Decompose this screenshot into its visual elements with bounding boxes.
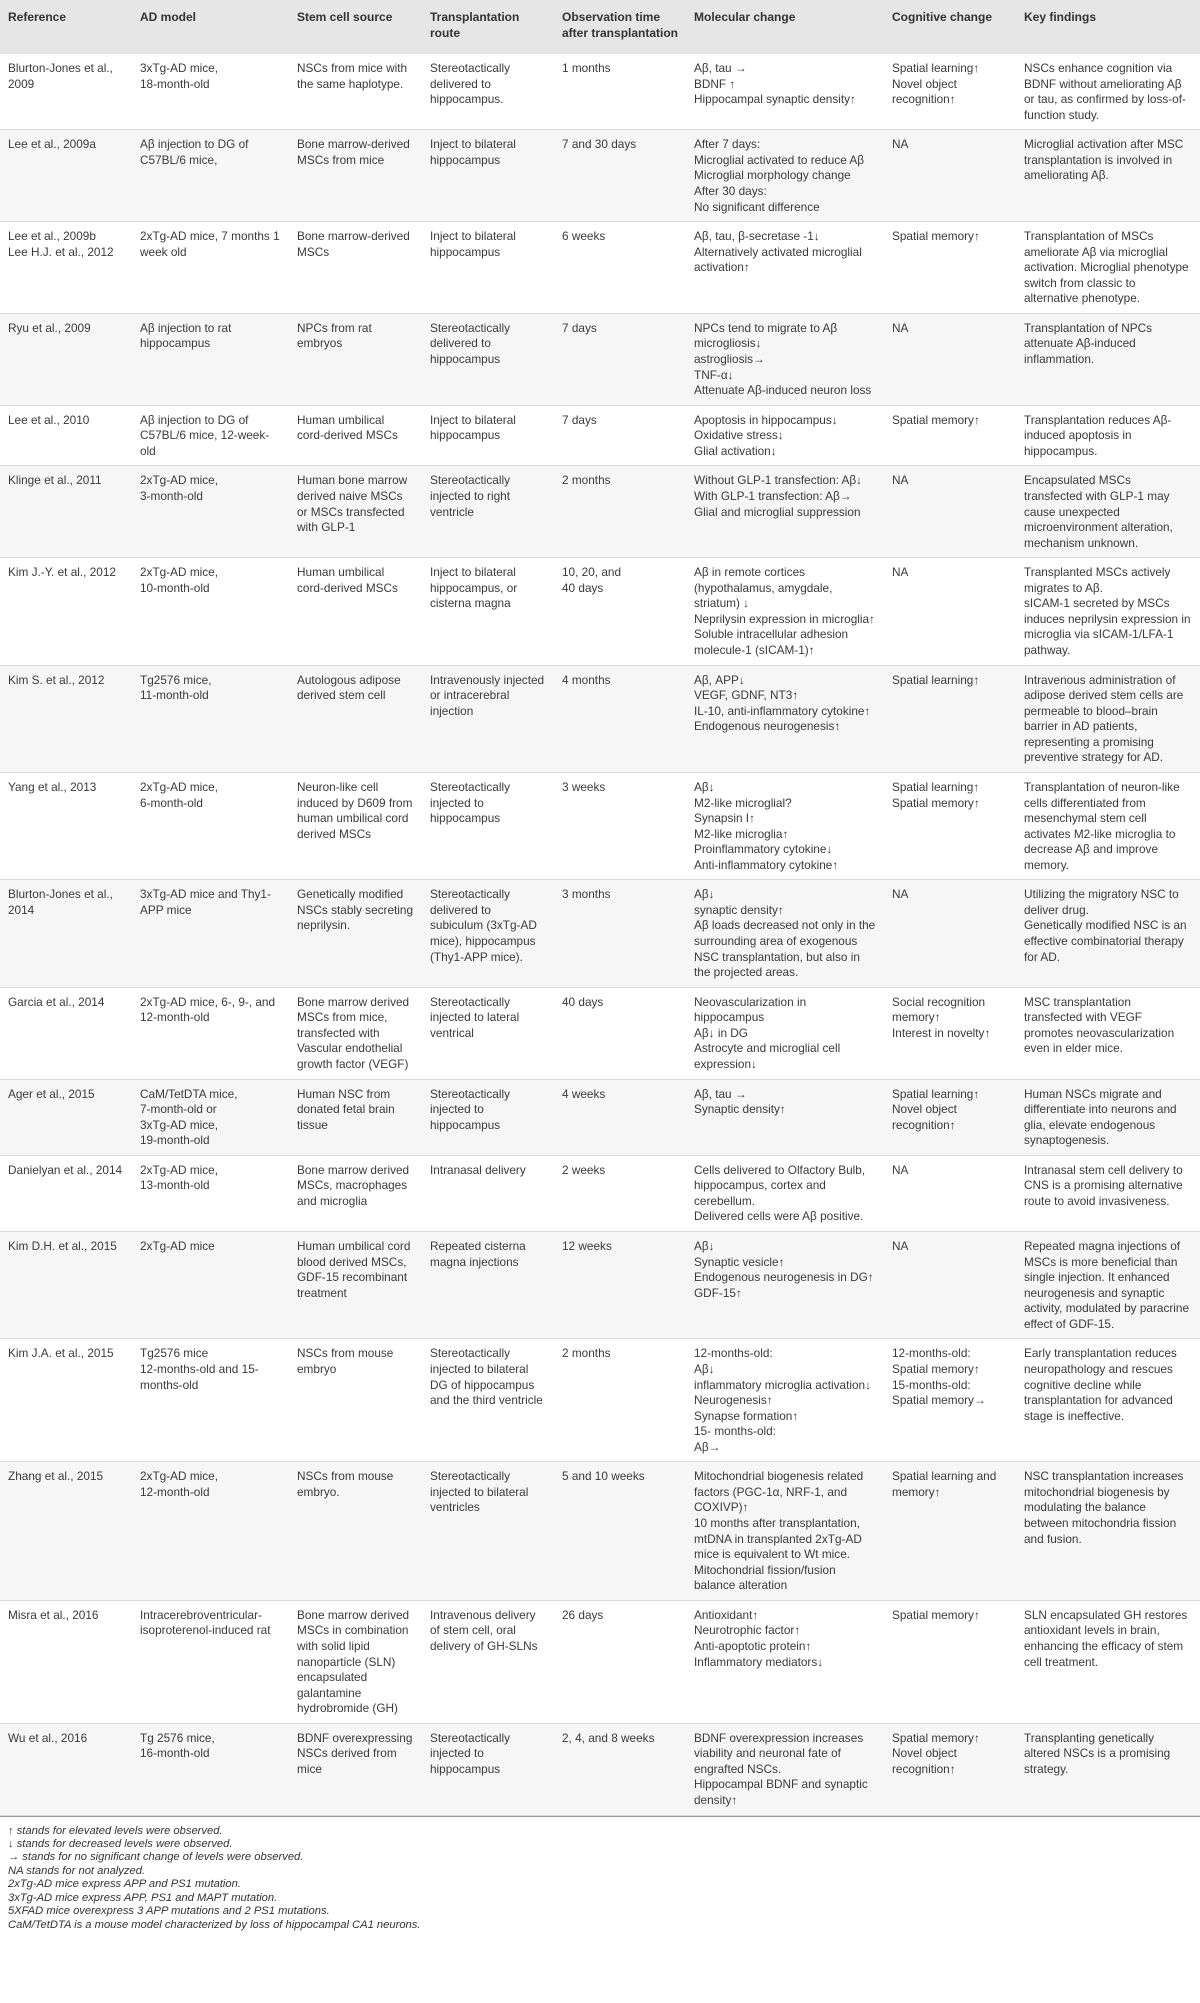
cell-cognitive-change: Social recognition memory↑ Interest in novelty↑ [892, 994, 991, 1040]
cell-ad-model: 2xTg-AD mice, 6-, 9-, and 12-month-old [140, 994, 276, 1025]
table-row [0, 54, 1200, 130]
cell-molecular-change: Cells delivered to Olfactory Bulb, hippocampus, cortex and cerebellum. Delivered cells were Aβ positive. [694, 1162, 866, 1224]
cell-key-findings: Human NSCs migrate and differentiate into neurons and glia, elevate endogenous synaptogenesis. [1016, 1079, 1200, 1155]
cell-molecular-change: Antioxidant↑ Neurotrophic factor↑ Anti-apoptotic protein↑ Inflammatory mediators↓ [694, 1607, 824, 1669]
cell-ad-model: Tg2576 mice, 11-month-old [132, 665, 289, 772]
cell-cognitive-change: NA [884, 313, 1016, 405]
cell-reference: Klinge et al., 2011 [0, 466, 132, 558]
cell-ad-model: CaM/TetDTA mice, 7-month-old or 3xTg-AD mice, 19-month-old [132, 1079, 289, 1155]
cell-molecular-change: Without GLP-1 transfection: Aβ↓ With GLP-1 transfection: Aβ→ Glial and microglial suppression [686, 466, 884, 558]
cell-key-findings: Transplanted MSCs actively migrates to Aβ. sICAM-1 secreted by MSCs induces neprilysin expression in microglia via sICAM-1/LFA-1 pathway. [1024, 565, 1191, 657]
cell-stem-cell-source: Human umbilical cord-derived MSCs [297, 412, 398, 443]
cell-reference: Kim S. et al., 2012 [0, 665, 132, 772]
cell-cognitive-change: NA [892, 565, 909, 580]
cell-transplantation-route: Inject to bilateral hippocampus, or cisterna magna [430, 565, 518, 611]
cell-stem-cell-source: Autologous adipose derived stem cell [289, 665, 422, 772]
cell-ad-model: 2xTg-AD mice, 7 months 1 week old [140, 229, 280, 259]
cell-transplantation-route: Intravenously injected or intracerebral injection [422, 665, 554, 772]
col-header-key-findings: Key findings [1016, 0, 1200, 54]
cell-observation-time: 4 months [554, 665, 686, 772]
cell-ad-model: 2xTg-AD mice, 12-month-old [132, 1462, 289, 1601]
cell-cognitive-change: Spatial memory↑ [892, 1607, 980, 1622]
col-header-stem-cell-source: Stem cell source [289, 0, 422, 54]
cell-cognitive-change: NA [884, 880, 1016, 987]
table-row [0, 987, 1200, 1079]
table-row [0, 558, 1200, 665]
cell-molecular-change: BDNF overexpression increases viability and neuronal fate of engrafted NSCs. Hippocampal BDNF and synaptic density↑ [686, 1723, 884, 1815]
cell-ad-model: Tg2576 mice 12-months-old and 15-months-old [140, 1346, 259, 1392]
table-row [0, 880, 1200, 987]
cell-transplantation-route: Inject to bilateral hippocampus [430, 412, 516, 443]
cell-molecular-change: Aβ, tau → BDNF ↑ Hippocampal synaptic density↑ [694, 61, 856, 107]
cell-key-findings: NSC transplantation increases mitochondrial biogenesis by modulating the balance between mitochondria fission and fusion. [1016, 1462, 1200, 1601]
cell-reference: Lee et al., 2009b Lee H.J. et al., 2012 [8, 229, 114, 259]
cell-cognitive-change: Spatial memory↑ [892, 412, 980, 427]
cell-stem-cell-source: Neuron-like cell induced by D609 from human umbilical cord derived MSCs [297, 779, 413, 841]
cell-transplantation-route: Stereotactically delivered to hippocampus [422, 313, 554, 405]
cell-stem-cell-source: Human NSC from donated fetal brain tissue [289, 1079, 422, 1155]
table-footnotes [0, 1816, 1200, 1933]
table-body [0, 54, 1200, 1815]
cell-key-findings: Utilizing the migratory NSC to deliver drug. Genetically modified NSC is an effective combinatorial therapy for AD. [1016, 880, 1200, 987]
footnote: ↑ stands for elevated levels were observed. [8, 1824, 223, 1837]
cell-cognitive-change: Spatial memory↑ [892, 229, 980, 244]
cell-reference: Lee et al., 2010 [8, 412, 90, 427]
cell-transplantation-route: Intravenous delivery of stem cell, oral delivery of GH-SLNs [430, 1607, 538, 1653]
col-header-transplantation-route: Transplantation route [422, 0, 554, 54]
footnote: → stands for no significant change of levels were observed. [8, 1851, 304, 1864]
cell-stem-cell-source: Bone marrow derived MSCs from mice, transfected with Vascular endothelial growth factor (VEGF) [297, 994, 410, 1071]
cell-ad-model: Intracerebroventricular-isoproterenol-induced rat [140, 1607, 271, 1638]
cell-reference: Misra et al., 2016 [8, 1607, 99, 1622]
cell-cognitive-change: Spatial learning and memory↑ [884, 1462, 1016, 1601]
table-row [0, 1232, 1200, 1339]
cell-reference: Yang et al., 2013 [8, 779, 97, 794]
cell-key-findings: Intranasal stem cell delivery to CNS is a promising alternative route to avoid invasiveness. [1024, 1162, 1183, 1208]
cell-ad-model: Aβ injection to rat hippocampus [132, 313, 289, 405]
cell-reference: Blurton-Jones et al., 2009 [8, 61, 113, 91]
cell-transplantation-route: Inject to bilateral hippocampus [430, 229, 516, 259]
table-row [0, 466, 1200, 558]
cell-transplantation-route: Stereotactically delivered to subiculum (3xTg-AD mice), hippocampus (Thy1-APP mice). [422, 880, 554, 987]
cell-stem-cell-source: NSCs from mouse embryo. [289, 1462, 422, 1601]
cell-key-findings: Transplantation of MSCs ameliorate Aβ via microglial activation. Microglial phenotype switch from classic to alternative phenotype. [1024, 229, 1189, 306]
col-header-molecular-change: Molecular change [686, 0, 884, 54]
table-row [0, 772, 1200, 879]
cell-reference: Kim J.-Y. et al., 2012 [8, 565, 116, 580]
cell-molecular-change: Mitochondrial biogenesis related factors (PGC-1α, NRF-1, and COXIVP)↑ 10 months after transplantation, mtDNA in transplanted 2xTg-AD mice is equivalent to Wt mice. Mitochondrial fission/fusion balance alteration [686, 1462, 884, 1601]
footnote: 2xTg-AD mice express APP and PS1 mutation. [8, 1878, 241, 1891]
cell-observation-time: 6 weeks [562, 229, 606, 244]
cell-stem-cell-source: Bone marrow derived MSCs, macrophages and microglia [297, 1162, 410, 1208]
cell-molecular-change: Aβ↓ Synaptic vesicle↑ Endogenous neurogenesis in DG↑ GDF-15↑ [686, 1232, 884, 1339]
cell-observation-time: 7 days [554, 313, 686, 405]
cell-reference: Kim D.H. et al., 2015 [0, 1232, 132, 1339]
cell-key-findings: NSCs enhance cognition via BDNF without ameliorating Aβ or tau, as confirmed by loss-of-function study. [1024, 61, 1186, 122]
cell-observation-time: 12 weeks [554, 1232, 686, 1339]
cell-transplantation-route: Stereotactically injected to hippocampus [422, 1723, 554, 1815]
cell-stem-cell-source: Human umbilical cord blood derived MSCs, GDF-15 recombinant treatment [289, 1232, 422, 1339]
cell-key-findings: MSC transplantation transfected with VEGF promotes neovascularization even in elder mice. [1024, 994, 1175, 1056]
footnote: ↓ stands for decreased levels were observed. [8, 1838, 233, 1850]
cell-stem-cell-source: Human umbilical cord-derived MSCs [297, 565, 398, 595]
cell-observation-time: 26 days [562, 1607, 604, 1622]
cell-transplantation-route: Stereotactically injected to bilateral DG of hippocampus and the third ventricle [430, 1346, 543, 1408]
cell-reference: Ryu et al., 2009 [0, 313, 132, 405]
cell-reference: Danielyan et al., 2014 [8, 1162, 123, 1177]
cell-observation-time: 2, 4, and 8 weeks [554, 1723, 686, 1815]
cell-observation-time: 3 months [554, 880, 686, 987]
cell-stem-cell-source: Human bone marrow derived naive MSCs or MSCs transfected with GLP-1 [289, 466, 422, 558]
cell-cognitive-change: Spatial learning↑ Novel object recognition↑ [884, 1079, 1016, 1155]
cell-transplantation-route: Intranasal delivery [430, 1162, 526, 1177]
cell-reference: Lee et al., 2009a [0, 130, 132, 222]
cell-stem-cell-source: NSCs from mouse embryo [297, 1346, 394, 1376]
cell-cognitive-change: Spatial memory↑ Novel object recognition↑ [884, 1723, 1016, 1815]
table-row [0, 1079, 1200, 1155]
cell-reference: Wu et al., 2016 [0, 1723, 132, 1815]
cell-cognitive-change: NA [884, 1232, 1016, 1339]
cell-transplantation-route: Repeated cisterna magna injections [422, 1232, 554, 1339]
cell-cognitive-change: Spatial learning↑ [884, 665, 1016, 772]
cell-reference: Kim J.A. et al., 2015 [8, 1346, 114, 1361]
cell-stem-cell-source: NPCs from rat embryos [289, 313, 422, 405]
cell-key-findings: SLN encapsulated GH restores antioxidant levels in brain, enhancing the efficacy of stem cell treatment. [1024, 1607, 1188, 1669]
cell-cognitive-change: NA [884, 466, 1016, 558]
footnote: 5XFAD mice overexpress 3 APP mutations and 2 PS1 mutations. [8, 1905, 330, 1918]
col-header-cognitive-change: Cognitive change [884, 0, 1016, 54]
cell-key-findings: Microglial activation after MSC transplantation is involved in ameliorating Aβ. [1016, 130, 1200, 222]
cell-key-findings: Transplantation of neuron-like cells differentiated from mesenchymal stem cell activates M2-like microglia to decrease Aβ and improve memory. [1024, 779, 1180, 872]
cell-transplantation-route: Inject to bilateral hippocampus [422, 130, 554, 222]
cell-key-findings: Repeated magna injections of MSCs is more beneficial than single injection. It enhanced neurogenesis and synaptic activity, modulated by paracrine effect of GDF-15. [1016, 1232, 1200, 1339]
cell-transplantation-route: Stereotactically injected to lateral ventrical [430, 994, 520, 1040]
cell-observation-time: 7 and 30 days [554, 130, 686, 222]
table-row [0, 313, 1200, 405]
cell-stem-cell-source: Genetically modified NSCs stably secreting neprilysin. [289, 880, 422, 987]
table-row [0, 665, 1200, 772]
cell-reference: Garcia et al., 2014 [8, 994, 105, 1009]
cell-stem-cell-source: BDNF overexpressing NSCs derived from mice [289, 1723, 422, 1815]
cell-stem-cell-source: Bone marrow derived MSCs in combination with solid lipid nanoparticle (SLN) encapsulated galantamine hydrobromide (GH) [297, 1607, 410, 1716]
cell-observation-time: 1 months [562, 61, 611, 75]
cell-transplantation-route: Stereotactically injected to bilateral ventricles [422, 1462, 554, 1601]
cell-stem-cell-source: NSCs from mice with the same haplotype. [297, 61, 408, 91]
cell-ad-model: 3xTg-AD mice and Thy1-APP mice [132, 880, 289, 987]
cell-key-findings: Transplantation of NPCs attenuate Aβ-induced inflammation. [1016, 313, 1200, 405]
col-header-observation-time: Observation time after transplantation [554, 0, 686, 54]
cell-observation-time: 7 days [562, 412, 597, 427]
table-row [0, 1155, 1200, 1231]
cell-molecular-change: After 7 days: Microglial activated to reduce Aβ Microglial morphology change After 30 days: No significant difference [686, 130, 884, 222]
cell-molecular-change: Aβ↓ synaptic density↑ Aβ loads decreased not only in the surrounding area of exogenous NSC transplantation, but also in the projected areas. [686, 880, 884, 987]
cell-ad-model: 2xTg-AD mice, 6-month-old [140, 779, 219, 810]
cell-ad-model: 2xTg-AD mice [132, 1232, 289, 1339]
cell-cognitive-change: Spatial learning↑ Spatial memory↑ [892, 779, 980, 810]
col-header-ad-model: AD model [132, 0, 289, 54]
cell-observation-time: 4 weeks [554, 1079, 686, 1155]
footnote: NA stands for not analyzed. [8, 1864, 146, 1877]
cell-key-findings: Encapsulated MSCs transfected with GLP-1 may cause unexpected microenvironment alteration, mechanism unknown. [1016, 466, 1200, 558]
cell-molecular-change: NPCs tend to migrate to Aβ microgliosis↓ astrogliosis→ TNF-α↓ Attenuate Aβ-induced neuron loss [686, 313, 884, 405]
cell-cognitive-change: NA [892, 1162, 909, 1177]
col-header-reference: Reference [0, 0, 132, 54]
cell-reference: Zhang et al., 2015 [0, 1462, 132, 1601]
cell-transplantation-route: Stereotactically injected to hippocampus [430, 779, 510, 826]
cell-ad-model: Aβ injection to DG of C57BL/6 mice, [132, 130, 289, 222]
cell-ad-model: 2xTg-AD mice, 10-month-old [140, 565, 219, 595]
table-row [0, 130, 1200, 222]
cell-key-findings: Transplanting genetically altered NSCs is a promising strategy. [1016, 1723, 1200, 1815]
cell-stem-cell-source: Bone marrow-derived MSCs from mice [289, 130, 422, 222]
cell-stem-cell-source: Bone marrow-derived MSCs [297, 229, 410, 259]
header-row [0, 0, 1200, 54]
cell-molecular-change: Neovascularization in hippocampus Aβ↓ in DG Astrocyte and microglial cell expression↓ [694, 994, 841, 1071]
cell-cognitive-change: 12-months-old: Spatial memory↑ 15-months-old: Spatial memory→ [892, 1346, 986, 1408]
cell-ad-model: Tg 2576 mice, 16-month-old [132, 1723, 289, 1815]
cell-observation-time: 2 months [554, 466, 686, 558]
cell-ad-model: Aβ injection to DG of C57BL/6 mice, 12-week-old [140, 412, 270, 458]
table-row [0, 1723, 1200, 1815]
cell-molecular-change: Aβ↓ M2-like microglial? Synapsin I↑ M2-like microglia↑ Proinflammatory cytokine↓ Anti-inflammatory cytokine↑ [694, 779, 839, 872]
cell-molecular-change: Aβ in remote cortices (hypothalamus, amygdale, striatum) ↓ Neprilysin expression in microglia↑ Soluble intracellular adhesion molecule-1 (sICAM-1)↑ [694, 565, 875, 657]
table-row [0, 405, 1200, 466]
cell-ad-model: 2xTg-AD mice, 3-month-old [132, 466, 289, 558]
table-row [0, 1462, 1200, 1601]
cell-transplantation-route: Stereotactically delivered to hippocampus. [430, 61, 510, 107]
cell-molecular-change: Apoptosis in hippocampus↓ Oxidative stress↓ Glial activation↓ [694, 412, 838, 458]
cell-observation-time: 5 and 10 weeks [554, 1462, 686, 1601]
cell-cognitive-change: Spatial learning↑ Novel object recognition↑ [892, 61, 980, 107]
table-row [0, 222, 1200, 314]
cell-ad-model: 3xTg-AD mice, 18-month-old [140, 61, 219, 91]
cell-key-findings: Transplantation reduces Aβ-induced apoptosis in hippocampus. [1024, 412, 1172, 458]
table-row [0, 1339, 1200, 1462]
cell-reference: Blurton-Jones et al., 2014 [0, 880, 132, 987]
cell-key-findings: Intravenous administration of adipose derived stem cells are permeable to blood–brain barrier in AD patients, representing a promising preventive strategy for AD. [1016, 665, 1200, 772]
cell-observation-time: 40 days [562, 994, 604, 1009]
cell-transplantation-route: Stereotactically injected to hippocampus [422, 1079, 554, 1155]
cell-observation-time: 2 weeks [562, 1162, 606, 1177]
cell-reference: Ager et al., 2015 [0, 1079, 132, 1155]
cell-molecular-change: Aβ, tau → Synaptic density↑ [686, 1079, 884, 1155]
cell-key-findings: Early transplantation reduces neuropathology and rescues cognitive decline while transplantation for advanced stage is ineffective. [1024, 1346, 1177, 1423]
footnote: CaM/TetDTA is a mouse model characterized by loss of hippocampal CA1 neurons. [8, 1918, 421, 1931]
cell-observation-time: 2 months [562, 1346, 611, 1361]
cell-observation-time: 10, 20, and 40 days [562, 565, 622, 595]
cell-ad-model: 2xTg-AD mice, 13-month-old [140, 1162, 219, 1193]
cell-transplantation-route: Stereotactically injected to right ventricle [422, 466, 554, 558]
cell-molecular-change: Aβ, tau, β-secretase -1↓ Alternatively activated microglial activation↑ [694, 229, 862, 275]
footnote: 3xTg-AD mice express APP, PS1 and MAPT mutation. [8, 1891, 278, 1904]
table-row [0, 1600, 1200, 1723]
cell-cognitive-change: NA [884, 130, 1016, 222]
cell-molecular-change: 12-months-old: Aβ↓ inflammatory microglia activation↓ Neurogenesis↑ Synapse formation↑ 15- months-old: Aβ→ [694, 1346, 872, 1454]
cell-observation-time: 3 weeks [562, 779, 606, 794]
cell-molecular-change: Aβ, APP↓ VEGF, GDNF, NT3↑ IL-10, anti-inflammatory cytokine↑ Endogenous neurogenesis↑ [686, 665, 884, 772]
